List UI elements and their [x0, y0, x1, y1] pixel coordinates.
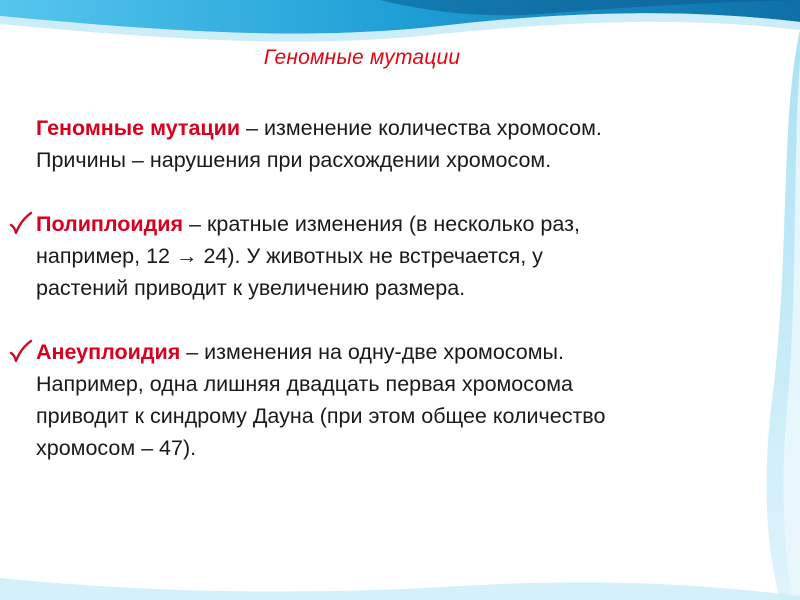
polyploidy-line2-text: например, 12 → 24). У животных не встречается, у	[36, 244, 543, 268]
term-aneuploidy: Анеуплоидия	[36, 340, 181, 364]
aneuploidy-line4-text: хромосом – 47).	[36, 436, 197, 460]
term-polyploidy: Полиплоидия	[36, 212, 184, 236]
bottom-wave	[0, 578, 800, 600]
aneuploidy-line3-text: приводит к синдрому Дауна (при этом общее количество	[36, 404, 606, 428]
polyploidy-line1-text: – кратные изменения (в несколько раз,	[183, 212, 580, 236]
checkmark-icon	[8, 339, 34, 365]
polyploidy-paragraph	[36, 208, 756, 304]
aneuploidy-paragraph	[36, 336, 756, 464]
term-genomic-mutations: Геномные мутации	[36, 116, 241, 140]
slide-title: Геномные мутации	[263, 46, 461, 69]
aneuploidy-line1-text: – изменения на одну-две хромосомы.	[180, 340, 564, 364]
polyploidy-line3-text: растений приводит к увеличению размера.	[36, 276, 466, 300]
aneuploidy-line2-text: Например, одна лишняя двадцать первая хромосома	[36, 372, 573, 396]
intro-line1-text: – изменение количества хромосом.	[240, 116, 602, 140]
intro-paragraph	[36, 112, 776, 176]
checkmark-icon	[8, 211, 34, 237]
intro-line2-text: Причины – нарушения при расхождении хромосом.	[36, 148, 552, 172]
